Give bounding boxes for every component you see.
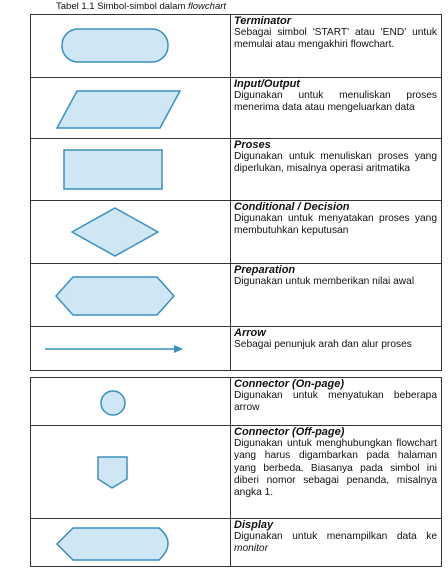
description-cell xyxy=(231,78,442,139)
pentagon-icon xyxy=(31,426,230,519)
parallelogram-icon xyxy=(31,78,230,139)
description-emphasis: monitor xyxy=(234,543,268,555)
symbol-cell xyxy=(31,139,231,201)
table-row xyxy=(31,139,442,201)
symbol-cell xyxy=(31,15,231,78)
symbol-cell xyxy=(31,378,231,426)
symbol-description: Digunakan untuk memberikan nilai awal xyxy=(234,276,415,287)
symbol-description: Digunakan untuk menyatukan beberapa arrow xyxy=(234,390,437,414)
table-row xyxy=(31,378,442,426)
arrow-icon xyxy=(31,327,230,371)
description-cell xyxy=(231,327,442,371)
terminator-icon xyxy=(31,15,230,78)
description-text: Digunakan untuk menampilkan data ke xyxy=(234,531,437,542)
table-row xyxy=(31,78,442,139)
description-cell xyxy=(231,426,442,519)
hexagon-icon xyxy=(31,264,230,327)
description-cell xyxy=(231,15,442,78)
diamond-icon xyxy=(31,201,230,264)
symbol-description: Digunakan untuk menyatakan proses yang membutuhkan keputusan xyxy=(234,213,437,237)
symbol-name: Conditional / Decision xyxy=(234,201,350,213)
symbol-name: Preparation xyxy=(234,264,296,276)
symbol-cell xyxy=(31,327,231,371)
symbol-description: Digunakan untuk menghubungkan flowchart yang harus digambarkan pada halaman yang berbeda. Biasanya pada simbol ini diberi nomor sebagai penanda, misalnya angka 1. xyxy=(234,438,437,499)
table-row xyxy=(31,264,442,327)
description-cell xyxy=(231,519,442,567)
table-row xyxy=(31,201,442,264)
table-caption xyxy=(56,1,226,13)
symbol-cell xyxy=(31,426,231,519)
symbol-name: Display xyxy=(234,519,274,531)
description-cell xyxy=(231,378,442,426)
symbol-table-part-1 xyxy=(30,14,442,371)
symbol-name: Input/Output xyxy=(234,78,300,90)
symbol-cell xyxy=(31,519,231,567)
circle-icon xyxy=(31,378,230,426)
symbol-description: Digunakan untuk menuliskan proses menerima data atau mengeluarkan data xyxy=(234,90,437,114)
symbol-name: Proses xyxy=(234,139,271,151)
symbol-table-part-2 xyxy=(30,377,442,567)
symbol-name: Connector (On-page) xyxy=(234,378,344,390)
symbol-cell xyxy=(31,78,231,139)
caption-emphasis: flowchart xyxy=(188,1,227,12)
symbol-name: Connector (Off-page) xyxy=(234,426,345,438)
symbol-description: Sebagai simbol 'START' atau 'END' untuk memulai atau mengakhiri flowchart. xyxy=(234,27,437,51)
symbol-description xyxy=(234,531,437,556)
symbol-description: Sebagai penunjuk arah dan alur proses xyxy=(234,339,412,350)
symbol-name: Terminator xyxy=(234,15,292,27)
display-icon xyxy=(31,519,230,567)
table-row xyxy=(31,519,442,567)
symbol-description: Digunakan untuk menuliskan proses yang diperlukan, misalnya operasi aritmatika xyxy=(234,151,437,175)
symbol-cell xyxy=(31,201,231,264)
rectangle-icon xyxy=(31,139,230,201)
table-row xyxy=(31,327,442,371)
description-cell xyxy=(231,139,442,201)
symbol-name: Arrow xyxy=(234,327,266,339)
table-row xyxy=(31,15,442,78)
table-row xyxy=(31,426,442,519)
symbol-cell xyxy=(31,264,231,327)
caption-text: Tabel 1.1 Simbol-simbol dalam xyxy=(56,1,189,12)
description-cell xyxy=(231,264,442,327)
description-cell xyxy=(231,201,442,264)
